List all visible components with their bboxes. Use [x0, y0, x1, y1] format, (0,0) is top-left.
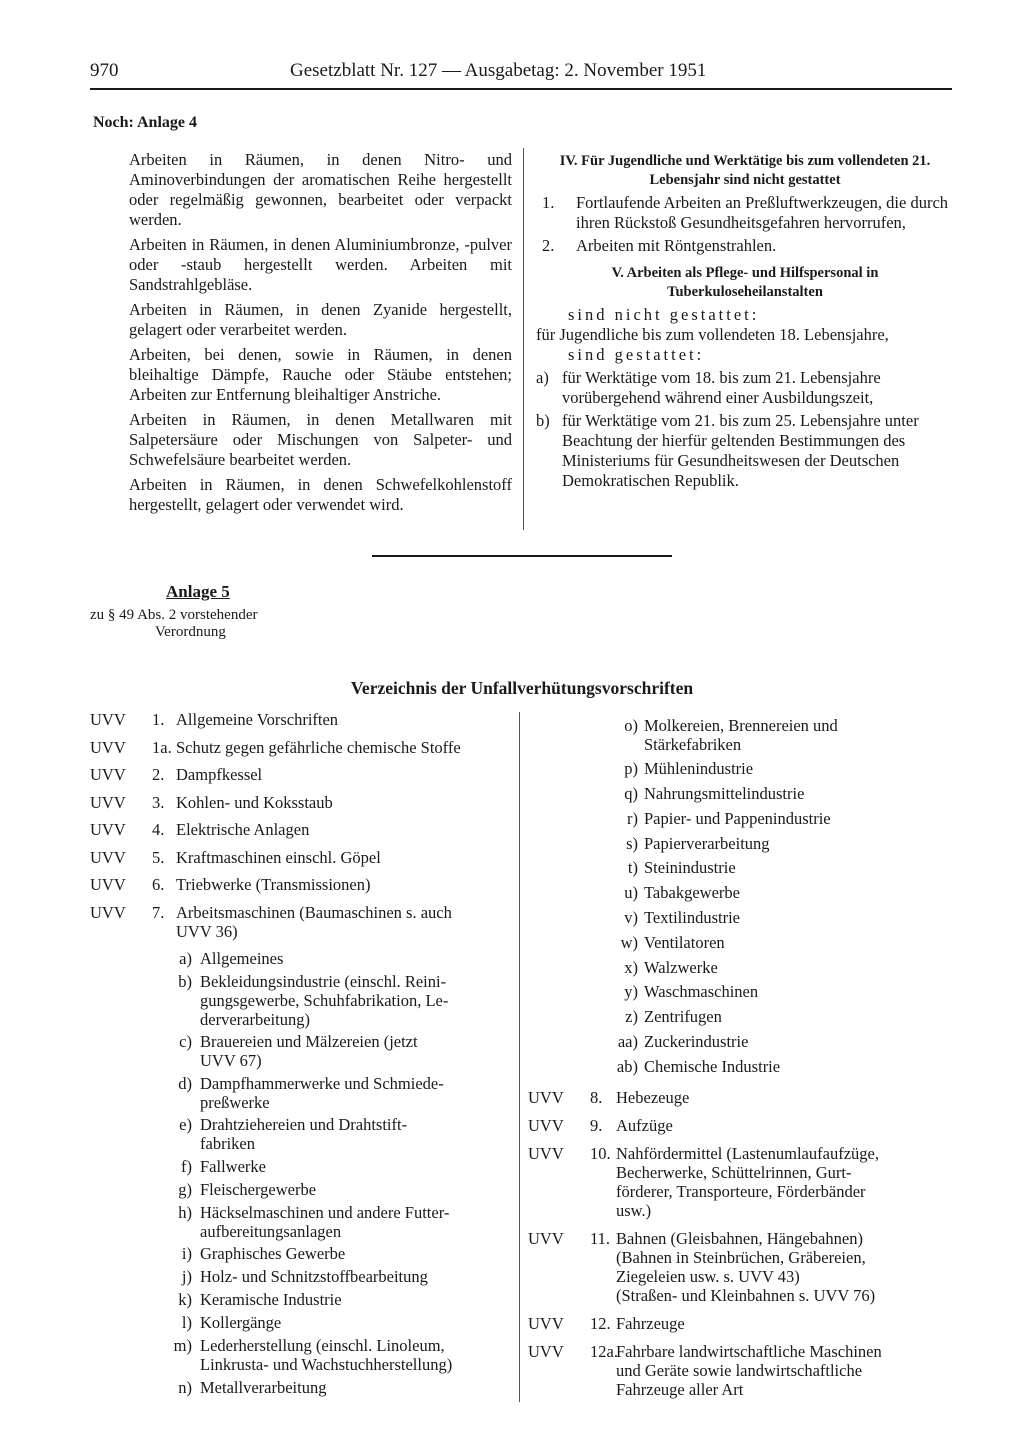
sub-entry — [528, 809, 953, 834]
sub-label: z) — [625, 1007, 638, 1027]
uvv-number: 2. — [152, 765, 165, 784]
uvv-entry — [90, 875, 510, 903]
paragraph: Arbeiten in Räumen, in denen Nitro- und Aminoverbindungen der aromatischen Reihe hergestellt oder regelmäßig gewonnen, bearbeitet oder verpackt werden. — [129, 150, 512, 229]
sub-title-line: Bekleidungsindustrie (einschl. Reini- — [200, 972, 447, 991]
sub-title — [644, 759, 944, 778]
sub-label: b) — [178, 972, 192, 991]
uvv-title-line: usw.) — [616, 1200, 652, 1220]
sub-title-line: Kollergänge — [200, 1313, 282, 1332]
sub-entry — [528, 883, 953, 908]
uvv-code: UVV — [90, 902, 126, 922]
sub-title — [200, 1157, 520, 1176]
sub-title-line: Molkereien, Brennereien und — [644, 716, 838, 735]
uvv-title-line: Elektrische Anlagen — [176, 820, 310, 839]
sub-title — [644, 1007, 944, 1026]
item-label: 2. — [542, 236, 555, 255]
sub-title — [644, 809, 944, 828]
sub-title — [200, 1074, 520, 1112]
sub-title-line: Stärkefabriken — [644, 735, 742, 754]
sub-label: a) — [179, 949, 192, 968]
section-title: IV. Für Jugendliche und Werktätige bis zum vollendeten 21. Lebensjahr sind nicht gestattet — [559, 153, 931, 188]
sub-title — [200, 1244, 520, 1263]
anlage4-heading: Noch: Anlage 4 — [93, 114, 197, 131]
sub-label: k) — [178, 1290, 192, 1309]
uvv-title-line: Kraftmaschinen einschl. Göpel — [176, 847, 381, 867]
uvv-number: 3. — [152, 792, 165, 812]
uvv-entry — [528, 1229, 953, 1314]
sub-label: w) — [620, 932, 638, 952]
sub-label: q) — [624, 784, 638, 804]
sub-title-line: Fleischergewerbe — [200, 1179, 317, 1199]
sub-entry — [528, 784, 953, 809]
sub-title-line: Metallverarbeitung — [200, 1377, 327, 1397]
uvv-title-line: Bahnen (Gleisbahnen, Hängebahnen) — [616, 1228, 863, 1248]
uvv-code: UVV — [90, 847, 126, 867]
sub-title — [644, 784, 944, 803]
item-text: für Werktätige vom 18. bis zum 21. Lebensjahre vorübergehend während einer Ausbildungszeit, — [562, 368, 881, 407]
sub-label: e) — [179, 1115, 192, 1134]
sub-title-line: Ventilatoren — [644, 932, 725, 952]
uvv-entry — [90, 710, 510, 738]
section-line: sind gestattet: — [568, 345, 705, 364]
uvv-number: 6. — [152, 875, 165, 894]
uvv-entry — [90, 793, 510, 821]
uvv-title — [176, 848, 516, 867]
uvv-title-line: Nahfördermittel (Lastenumlaufaufzüge, — [616, 1143, 879, 1163]
sub-title — [644, 1032, 944, 1051]
sub-title — [200, 1336, 520, 1374]
uvv-title-line: Aufzüge — [616, 1115, 673, 1135]
uvv-title-line: Fahrzeuge — [616, 1313, 685, 1333]
sub-title-line: Lederherstellung (einschl. Linoleum, — [200, 1336, 445, 1355]
uvv-code: UVV — [528, 1087, 564, 1107]
uvv-entry — [90, 738, 510, 766]
sub-entry — [90, 1074, 510, 1116]
sub-label: o) — [624, 716, 638, 735]
sub-title — [644, 933, 944, 952]
sub-entry — [90, 1336, 510, 1378]
sub-title-line: Allgemeines — [200, 949, 284, 968]
uvv-title-line: UVV 36) — [176, 921, 238, 941]
uvv-number: 1. — [152, 710, 165, 729]
sub-label: g) — [178, 1179, 192, 1199]
uvv-title — [176, 875, 516, 894]
sub-label: l) — [181, 1313, 192, 1332]
column-divider — [523, 148, 524, 530]
uvv-title-line: Schutz gegen gefährliche chemische Stoffe — [176, 737, 461, 757]
sub-entry — [528, 1032, 953, 1057]
uvv-number: 7. — [152, 902, 165, 922]
sub-entry — [528, 958, 953, 983]
sub-entry — [90, 1180, 510, 1203]
sub-title-line: Tabakgewerbe — [644, 883, 740, 903]
sub-title-line: Waschmaschinen — [644, 982, 759, 1002]
sub-label: s) — [626, 833, 638, 853]
uvv-title-line: Becherwerke, Schüttelrinnen, Gurt- — [616, 1162, 852, 1182]
uvv-entry — [90, 848, 510, 876]
uvv-code: UVV — [90, 792, 126, 812]
uvv-title — [176, 710, 516, 729]
uvv-title — [616, 1342, 953, 1399]
uvv-code: UVV — [528, 1313, 564, 1333]
uvv-title-line: Dampfkessel — [176, 765, 263, 784]
sub-title-line: Papier- und Pappenindustrie — [644, 808, 831, 828]
sub-title-line: Textilindustrie — [644, 908, 740, 928]
uvv-code: UVV — [528, 1115, 564, 1135]
uvv-title-line: Kohlen- und Koksstaub — [176, 792, 333, 812]
sub-entry — [90, 1290, 510, 1313]
item-label: a) — [536, 368, 549, 387]
uvv-title-line: Fahrbare landwirtschaftliche Maschinen — [616, 1341, 882, 1361]
sub-title — [200, 1180, 520, 1199]
uvv-title-line: (Straßen- und Kleinbahnen s. UVV 76) — [616, 1285, 876, 1305]
uvv-title — [616, 1144, 953, 1220]
list-title: Verzeichnis der Unfallverhütungsvorschriften — [350, 678, 694, 698]
sub-entry — [528, 759, 953, 784]
sub-entry — [90, 1313, 510, 1336]
uvv-number: 10. — [590, 1143, 611, 1163]
uvv-number: 9. — [590, 1115, 603, 1135]
sub-entry — [528, 982, 953, 1007]
list-item — [536, 368, 954, 408]
sub-title — [200, 1378, 520, 1397]
page-header-title: Gesetzblatt Nr. 127 — Ausgabetag: 2. November 1951 — [290, 60, 707, 81]
sub-title — [200, 1290, 520, 1309]
uvv-entry — [90, 765, 510, 793]
sub-label: j) — [181, 1267, 192, 1286]
uvv-title-line: Arbeitsmaschinen (Baumaschinen s. auch — [176, 902, 452, 922]
sub-entry — [90, 1157, 510, 1180]
sub-title — [644, 716, 944, 754]
sub-entry — [528, 716, 953, 759]
sub-entry — [90, 972, 510, 1032]
sub-entry — [90, 1378, 510, 1401]
sub-title-line: Häckselmaschinen und andere Futter- — [200, 1202, 450, 1222]
paragraph: Arbeiten in Räumen, in denen Aluminiumbronze, -pulver oder -staub hergestellt werden. Arbeiten mit Sandstrahlgebläse. — [129, 235, 512, 294]
sub-title — [200, 1115, 520, 1153]
uvv-entry — [528, 1144, 953, 1229]
sub-title — [644, 858, 944, 877]
section-line: für Jugendliche bis zum vollendeten 18. Lebensjahre, — [536, 325, 889, 344]
sub-title-line: Zuckerindustrie — [644, 1032, 749, 1052]
sub-label: t) — [627, 858, 638, 878]
uvv-title — [176, 738, 516, 757]
uvv-code: UVV — [90, 737, 126, 757]
sub-title-line: Linkrusta- und Wachstuchherstellung) — [200, 1355, 453, 1374]
uvv-title — [616, 1314, 953, 1333]
sub-entry — [528, 1007, 953, 1032]
uvv-title-line: Hebezeuge — [616, 1087, 690, 1107]
uvv-number: 5. — [152, 847, 165, 867]
uvv-code: UVV — [90, 820, 126, 839]
paragraph: Arbeiten in Räumen, in denen Metallwaren mit Salpetersäure oder Mischungen von Salpeter- und Schwefelsäure bearbeitet werden. — [129, 410, 512, 469]
uvv-entry — [528, 1116, 953, 1144]
sub-label: r) — [627, 808, 638, 828]
sub-entry — [90, 1032, 510, 1074]
sub-title-line: Nahrungsmittelindustrie — [644, 784, 805, 804]
sub-title-line: Chemische Industrie — [644, 1056, 781, 1076]
uvv-title-line: Allgemeine Vorschriften — [176, 710, 339, 729]
sub-label: h) — [178, 1202, 192, 1222]
sub-title — [200, 1267, 520, 1286]
uvv-title-line: Ziegeleien usw. s. UVV 43) — [616, 1266, 800, 1286]
sub-title-line: Steinindustrie — [644, 858, 736, 878]
sub-title — [644, 908, 944, 927]
sub-entry — [528, 858, 953, 883]
sub-entry — [528, 908, 953, 933]
sub-label: v) — [624, 908, 638, 928]
uvv-title — [616, 1116, 953, 1135]
uvv-title-line: Fahrzeuge aller Art — [616, 1379, 744, 1399]
sub-title-line: preßwerke — [200, 1092, 270, 1112]
sub-title-line: Walzwerke — [644, 957, 718, 977]
sub-label: aa) — [617, 1032, 638, 1052]
list-item — [542, 236, 954, 256]
anlage5-heading: Anlage 5 — [166, 582, 230, 601]
uvv-code: UVV — [90, 710, 126, 729]
paragraph: Arbeiten in Räumen, in denen Schwefelkohlenstoff hergestellt, gelagert oder verwendet wird. — [129, 475, 512, 514]
item-label: 1. — [542, 193, 555, 212]
uvv-code: UVV — [528, 1341, 564, 1361]
sub-title — [200, 1203, 520, 1241]
sub-label: x) — [624, 957, 638, 977]
sub-entry — [90, 1244, 510, 1267]
uvv-title — [616, 1088, 953, 1107]
sub-title — [644, 982, 944, 1001]
list-item — [536, 411, 954, 491]
sub-title-line: Fallwerke — [200, 1156, 266, 1176]
uvv-list-left — [90, 710, 510, 1401]
sub-entry — [528, 933, 953, 958]
uvv-title-line: und Geräte sowie landwirtschaftliche — [616, 1360, 863, 1380]
sub-title-line: Drahtziehereien und Drahtstift- — [200, 1115, 408, 1134]
section-title: V. Arbeiten als Pflege- und Hilfspersonal in Tuberkuloseheilanstalten — [611, 265, 879, 300]
sub-title — [644, 883, 944, 902]
sub-label: i) — [181, 1244, 192, 1263]
section-separator — [372, 555, 672, 557]
uvv-entry — [528, 1088, 953, 1116]
sub-title — [644, 834, 944, 853]
uvv-code: UVV — [90, 765, 126, 784]
sub-entry — [90, 1203, 510, 1245]
sub-label: u) — [624, 883, 638, 903]
anlage4-left-column — [129, 150, 512, 520]
uvv-entry — [528, 1342, 953, 1408]
header-rule — [90, 88, 952, 90]
page-number: 970 — [90, 60, 119, 81]
sub-title-line: Mühlenindustrie — [644, 759, 754, 779]
sub-label: c) — [179, 1032, 192, 1051]
uvv-entry — [90, 903, 510, 950]
sub-label: m) — [173, 1336, 192, 1355]
uvv-title-line: förderer, Transporteure, Förderbänder — [616, 1181, 866, 1201]
sub-entry — [90, 1267, 510, 1290]
sub-entry — [90, 1115, 510, 1157]
sub-label: y) — [624, 982, 638, 1002]
sub-entry — [528, 1057, 953, 1082]
uvv-title — [176, 820, 516, 839]
uvv-entry — [528, 1314, 953, 1342]
sub-entry — [528, 834, 953, 859]
uvv-number: 12. — [590, 1313, 611, 1333]
sub-label: d) — [178, 1073, 192, 1093]
uvv-title-line: (Bahnen in Steinbrüchen, Gräbereien, — [616, 1247, 866, 1267]
uvv-number: 1a. — [152, 737, 172, 757]
sub-title-line: UVV 67) — [200, 1051, 262, 1070]
uvv-code: UVV — [528, 1143, 564, 1163]
paragraph: Arbeiten in Räumen, in denen Zyanide hergestellt, gelagert oder verarbeitet werden. — [129, 300, 512, 339]
sub-title — [200, 972, 520, 1029]
anlage5-ref: zu § 49 Abs. 2 vorstehender — [90, 607, 258, 623]
sub-title-line: Dampfhammerwerke und Schmiede- — [200, 1073, 444, 1093]
sub-label: ab) — [616, 1056, 638, 1076]
sub-title-line: Zentrifugen — [644, 1007, 722, 1027]
uvv-title — [176, 903, 516, 941]
uvv-number: 11. — [590, 1228, 611, 1248]
anlage5-ref: Verordnung — [155, 624, 226, 640]
anlage4-right-column — [536, 152, 954, 494]
uvv-number: 4. — [152, 820, 165, 839]
uvv-code: UVV — [90, 875, 126, 894]
uvv-entry — [90, 820, 510, 848]
sub-entry — [90, 949, 510, 972]
section-line: sind nicht gestattet: — [568, 305, 760, 324]
uvv-code: UVV — [528, 1228, 564, 1248]
uvv-title — [176, 793, 516, 812]
sub-title-line: Holz- und Schnitzstoffbearbeitung — [200, 1267, 428, 1286]
uvv-title-line: Triebwerke (Transmissionen) — [176, 875, 371, 894]
item-text: Arbeiten mit Röntgenstrahlen. — [576, 236, 777, 255]
sub-title — [200, 1313, 520, 1332]
uvv-title — [176, 765, 516, 784]
sub-title — [644, 958, 944, 977]
sub-title — [200, 949, 520, 968]
sub-title-line: Graphisches Gewerbe — [200, 1244, 346, 1263]
sub-title-line: Papierverarbeitung — [644, 833, 770, 853]
sub-label: n) — [178, 1377, 192, 1397]
list-item — [542, 193, 954, 233]
item-label: b) — [536, 411, 550, 430]
uvv-number: 8. — [590, 1087, 603, 1107]
sub-label: f) — [181, 1156, 192, 1176]
item-text: Fortlaufende Arbeiten an Preßluftwerkzeugen, die durch ihren Rückstoß Gesundheitsgefahren hervorrufen, — [576, 193, 949, 232]
sub-title-line: gungsgewerbe, Schuhfabrikation, Le- — [200, 991, 449, 1010]
paragraph: Arbeiten, bei denen, sowie in Räumen, in denen bleihaltige Dämpfe, Rauche oder Stäube entstehen; Arbeiten zur Entfernung bleihaltiger Anstriche. — [129, 345, 512, 404]
sub-title-line: Keramische Industrie — [200, 1290, 342, 1309]
uvv-list-right — [528, 716, 953, 1408]
sub-title-line: Brauereien und Mälzereien (jetzt — [200, 1032, 418, 1051]
uvv-number: 12a. — [590, 1341, 618, 1361]
sub-title-line: fabriken — [200, 1134, 255, 1153]
sub-label: p) — [624, 759, 638, 779]
sub-title — [644, 1057, 944, 1076]
sub-title — [200, 1032, 520, 1070]
sub-title-line: derverarbeitung) — [200, 1010, 310, 1029]
item-text: für Werktätige vom 21. bis zum 25. Lebensjahre unter Beachtung der hierfür geltenden Bestimmungen des Ministeriums für Gesundheitswesen der Deutschen Demokratischen Republik. — [562, 411, 919, 490]
uvv-title — [616, 1229, 953, 1305]
sub-title-line: aufbereitungsanlagen — [200, 1221, 342, 1241]
